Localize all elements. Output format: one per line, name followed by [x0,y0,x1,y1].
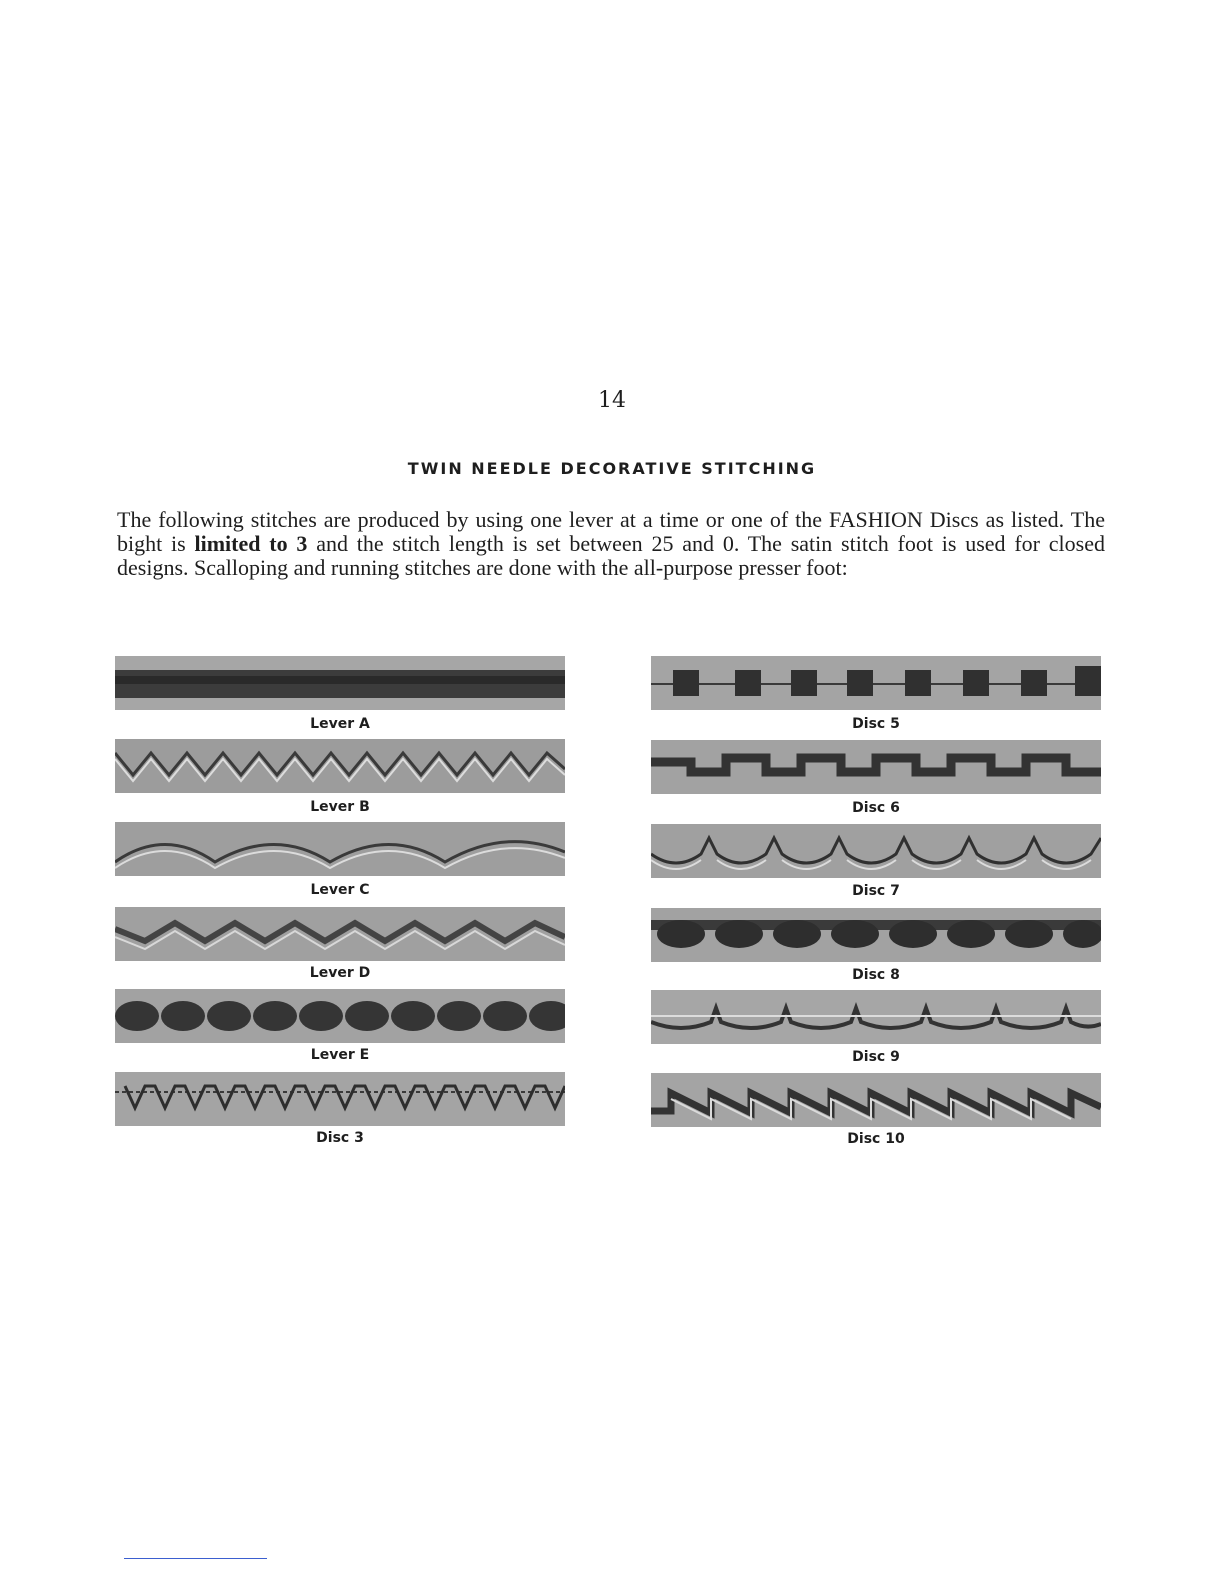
stitch-sample-lever-d [115,907,565,961]
page-number: 14 [598,388,626,413]
section-heading: TWIN NEEDLE DECORATIVE STITCHING [407,459,817,478]
caption-disc-3: Disc 3 [316,1130,364,1146]
intro-text-2: and the stitch length is set between 25 and 0. The satin stitch foot is used for closed designs. Scalloping and running stitches are done with the all-purpose presser foot: [117,531,1105,580]
stitch-sample-disc-7 [651,824,1101,878]
caption-lever-a: Lever A [310,716,370,732]
stitch-sample-lever-c [115,822,565,876]
caption-disc-7: Disc 7 [852,883,900,899]
caption-lever-d: Lever D [309,965,371,981]
stitch-sample-disc-3 [115,1072,565,1126]
intro-bold-text: limited to 3 [194,531,308,556]
stitch-sample-disc-8 [651,908,1101,962]
caption-lever-e: Lever E [310,1047,370,1063]
stitch-sample-disc-10 [651,1073,1101,1127]
stitch-sample-disc-9 [651,990,1101,1044]
caption-disc-9: Disc 9 [852,1049,900,1065]
stitch-sample-lever-a [115,656,565,710]
stitch-sample-disc-5 [651,656,1101,710]
stitch-sample-lever-b [115,739,565,793]
intro-paragraph [117,508,1105,580]
intro-text-1: The following stitches are produced by using one lever at a time or one of the FASHION Discs as listed. The bight is [117,507,1105,556]
stitch-sample-disc-6 [651,740,1101,794]
caption-disc-10: Disc 10 [847,1131,905,1147]
caption-lever-b: Lever B [310,799,370,815]
caption-disc-6: Disc 6 [852,800,900,816]
caption-disc-5: Disc 5 [852,716,900,732]
caption-lever-c: Lever C [310,882,370,898]
footnote-rule [124,1558,267,1559]
caption-disc-8: Disc 8 [852,967,900,983]
stitch-sample-lever-e [115,989,565,1043]
